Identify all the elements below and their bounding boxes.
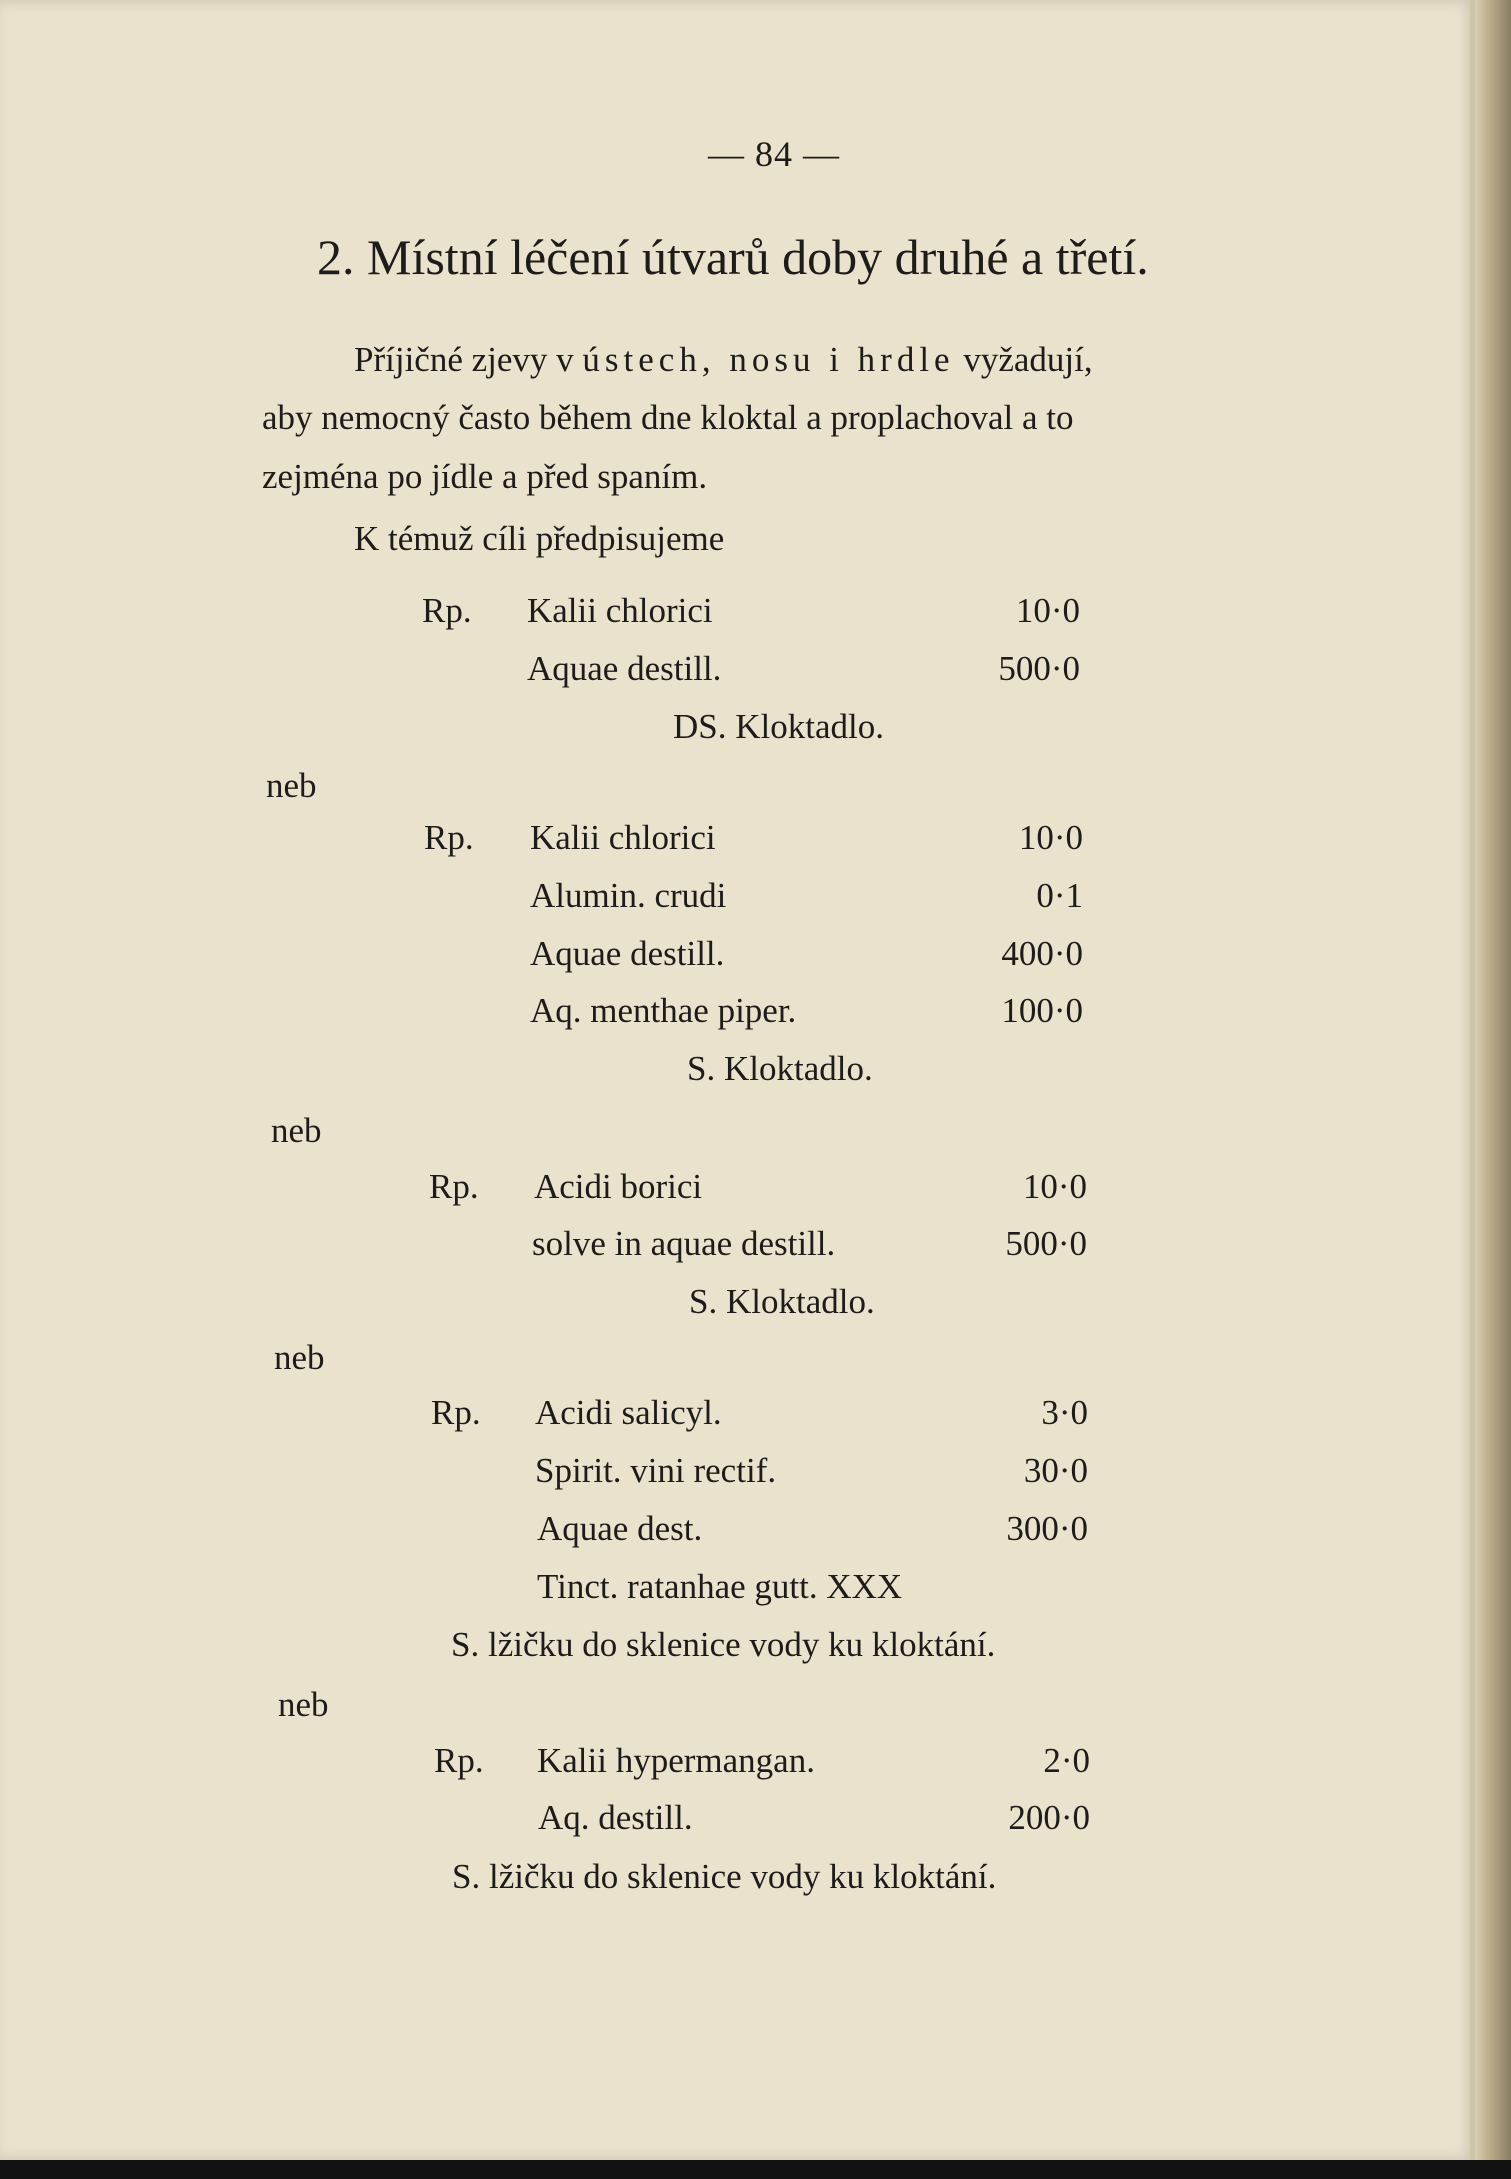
recipe-1-rp: Rp. bbox=[422, 591, 472, 630]
recipe-2-item-1-name: Kalii chlorici bbox=[530, 818, 716, 857]
recipe-1-item-1-amount: 10·0 bbox=[1015, 591, 1080, 630]
recipe-4-item-2-name: Spirit. vini rectif. bbox=[535, 1451, 777, 1490]
intro-line-1-spaced: ústech, nosu i hrdle bbox=[582, 340, 955, 379]
recipe-2-item-4-amount: 100·0 bbox=[1001, 991, 1083, 1030]
recipe-2-item-4-name: Aq. menthae piper. bbox=[530, 991, 797, 1030]
separator-neb-3: neb bbox=[274, 1338, 325, 1377]
separator-neb-2: neb bbox=[271, 1111, 322, 1150]
recipe-5-signa: S. lžičku do sklenice vody ku kloktání. bbox=[452, 1857, 997, 1896]
recipe-4-item-1-name: Acidi salicyl. bbox=[535, 1393, 722, 1432]
recipe-4-item-4-name: Tinct. ratanhae gutt. XXX bbox=[537, 1567, 903, 1606]
recipe-2-item-2-amount: 0·1 bbox=[1036, 876, 1083, 915]
recipe-3-item-1-name: Acidi borici bbox=[534, 1167, 703, 1206]
recipe-5-item-2-amount: 200·0 bbox=[1008, 1798, 1090, 1837]
recipe-5-item-1-amount: 2·0 bbox=[1043, 1741, 1090, 1780]
intro-line-1-start: Příjičné zjevy v bbox=[354, 340, 583, 379]
intro-line-3: zejména po jídle a před spaním. bbox=[262, 457, 708, 496]
recipe-3-rp: Rp. bbox=[429, 1167, 479, 1206]
recipe-3-signa: S. Kloktadlo. bbox=[689, 1282, 875, 1321]
scan-background bbox=[0, 2160, 1511, 2179]
intro-line-1-end: vyžadují, bbox=[954, 340, 1093, 379]
recipe-4-signa: S. lžičku do sklenice vody ku kloktání. bbox=[451, 1625, 996, 1664]
recipe-4-item-3-name: Aquae dest. bbox=[537, 1509, 703, 1548]
recipe-1-signa: DS. Kloktadlo. bbox=[673, 707, 884, 746]
book-spine bbox=[1475, 0, 1511, 2179]
recipe-2-item-3-name: Aquae destill. bbox=[530, 934, 725, 973]
recipe-3-item-1-amount: 10·0 bbox=[1022, 1167, 1087, 1206]
recipe-1-item-2-amount: 500·0 bbox=[998, 649, 1080, 688]
recipe-5-item-1-name: Kalii hypermangan. bbox=[537, 1741, 815, 1780]
separator-neb-4: neb bbox=[278, 1685, 329, 1724]
recipe-4-item-2-amount: 30·0 bbox=[1023, 1451, 1088, 1490]
recipe-3-item-2-name: solve in aquae destill. bbox=[532, 1224, 836, 1263]
recipe-2-item-1-amount: 10·0 bbox=[1018, 818, 1083, 857]
page-number: — 84 — bbox=[708, 134, 840, 174]
intro-line-1 bbox=[354, 340, 1093, 380]
recipe-5-rp: Rp. bbox=[434, 1741, 484, 1780]
recipe-5-item-2-name: Aq. destill. bbox=[538, 1798, 693, 1837]
recipe-4-rp: Rp. bbox=[431, 1393, 481, 1432]
intro-line-2: aby nemocný často během dne kloktal a proplachoval a to bbox=[262, 398, 1074, 437]
recipe-2-rp: Rp. bbox=[424, 818, 474, 857]
separator-neb-1: neb bbox=[266, 766, 317, 805]
intro-line-4: K témuž cíli předpisujeme bbox=[354, 519, 725, 558]
recipe-4-item-3-amount: 300·0 bbox=[1006, 1509, 1088, 1548]
recipe-2-signa: S. Kloktadlo. bbox=[687, 1049, 873, 1088]
recipe-2-item-3-amount: 400·0 bbox=[1001, 934, 1083, 973]
recipe-3-item-2-amount: 500·0 bbox=[1005, 1224, 1087, 1263]
recipe-4-item-1-amount: 3·0 bbox=[1041, 1393, 1088, 1432]
recipe-1-item-2-name: Aquae destill. bbox=[527, 649, 722, 688]
recipe-1-item-1-name: Kalii chlorici bbox=[527, 591, 713, 630]
section-heading: 2. Místní léčení útvarů doby druhé a třetí. bbox=[317, 229, 1149, 285]
recipe-2-item-2-name: Alumin. crudi bbox=[530, 876, 727, 915]
